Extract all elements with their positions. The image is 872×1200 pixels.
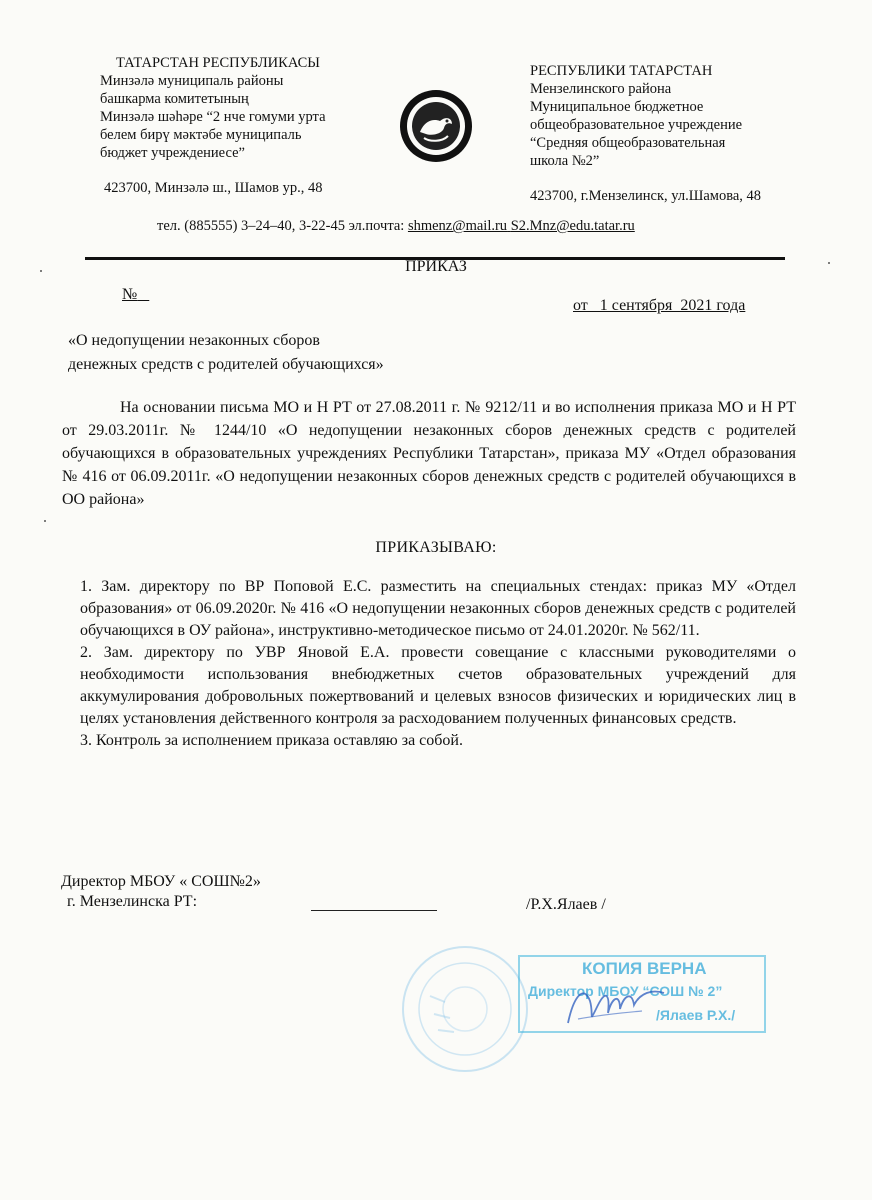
- order-item: 1. Зам. директору по ВР Поповой Е.С. разместить на специальных стендах: приказ МУ «Отдел образования» от 06.09.2020г. № 416 «О недопущении незаконных сборов денежных средств с родителей обучающихся в ОУ района», инструктивно-методическое письмо от 24.01.2020г. № 562/11.: [80, 578, 796, 639]
- subject-line: «О недопущении незаконных сборов: [68, 332, 320, 349]
- header-left-line: белем бирү мәктәбе муниципаль: [100, 127, 302, 143]
- order-subject: [68, 329, 384, 377]
- signature-position-line1: Директор МБОУ « СОШ№2»: [61, 873, 261, 890]
- header-right-line: “Средняя общеобразовательная: [530, 135, 726, 151]
- tatarstan-emblem-icon: [398, 88, 474, 169]
- email-link-1[interactable]: shmenz@mail.ru: [407, 218, 508, 234]
- contacts-line: [157, 218, 635, 235]
- header-left-line: бюджет учреждениесе”: [100, 145, 245, 161]
- order-number-label: №: [122, 286, 138, 303]
- subject-line: денежных средств с родителей обучающихся»: [68, 356, 384, 373]
- phone-text: тел. (885555) 3–24–40, 3-22-45: [157, 218, 345, 234]
- header-right-block: [530, 62, 742, 170]
- order-number: [122, 286, 149, 304]
- header-left-line: башкарма комитетының: [100, 91, 249, 107]
- basis-paragraph: [62, 396, 796, 511]
- email-text-2: S2.Mnz@edu.tatar.ru: [510, 218, 635, 234]
- header-right-line: Муниципальное бюджетное: [530, 99, 704, 115]
- signature-line: [311, 910, 437, 911]
- header-left-line: Минзәлә шәһәре “2 нче гомуми урта: [100, 109, 326, 125]
- header-right-line: школа №2”: [530, 153, 600, 169]
- stamp-line1: КОПИЯ ВЕРНА: [582, 959, 707, 978]
- header-left-block: [100, 54, 326, 162]
- order-item: 3. Контроль за исполнением приказа оставляю за собой.: [80, 732, 463, 749]
- round-seal-icon: [400, 944, 530, 1079]
- email-label: эл.почта:: [348, 218, 405, 234]
- header-right-address: 423700, г.Мензелинск, ул.Шамова, 48: [530, 188, 762, 204]
- header-right-line: Мензелинского района: [530, 81, 672, 97]
- order-item: 2. Зам. директору по УВР Яновой Е.А. провести совещание с классными руководителями о необходимости использования внебюджетных счетов образовательных учреждений для аккумулирования добровольных пожертвований и целевых взносов физических и юридических лиц в целях установления действенного контроля за расходованием полученных финансовых средств.: [80, 644, 796, 727]
- document-title: ПРИКАЗ: [405, 258, 467, 275]
- order-date: от 1 сентября 2021 года: [573, 297, 746, 314]
- signature-name: /Р.Х.Ялаев /: [526, 896, 606, 913]
- header-left-line: ТАТАРСТАН РЕСПУБЛИКАСЫ: [116, 55, 320, 71]
- header-left-address: 423700, Минзәлә ш., Шамов ур., 48: [104, 180, 323, 196]
- scan-speck: [40, 270, 42, 272]
- basis-text: На основании письма МО и Н РТ от 27.08.2011 г. № 9212/11 и во исполнения приказа МО и Н РТ от 29.03.2011г. № 1244/10 «О недопущении незаконных сборов денежных средств с родителей обучающихся в образовательных учреждениях Республики Татарстан», приказа МУ «Отдел образования № 416 от 06.09.2011г. «О недопущении незаконных сборов денежных средств с родителей обучающихся в ОО района»: [62, 399, 796, 508]
- order-items: [80, 576, 796, 752]
- header-left-line: Минзәлә муниципаль районы: [100, 73, 284, 89]
- signature-position-line2: г. Мензелинска РТ:: [67, 893, 198, 910]
- stamp-line2: Директор МБОУ “СОШ № 2”: [528, 983, 723, 999]
- handwritten-signature-icon: [560, 975, 670, 1040]
- order-word: ПРИКАЗЫВАЮ:: [375, 539, 497, 556]
- header-right-line: общеобразовательное учреждение: [530, 117, 743, 133]
- stamp-line3: /Ялаев Р.Х./: [656, 1007, 736, 1023]
- scan-speck: [828, 262, 830, 264]
- scan-speck: [44, 520, 46, 522]
- signature-position: [61, 872, 261, 912]
- header-right-line: РЕСПУБЛИКИ ТАТАРСТАН: [530, 63, 713, 79]
